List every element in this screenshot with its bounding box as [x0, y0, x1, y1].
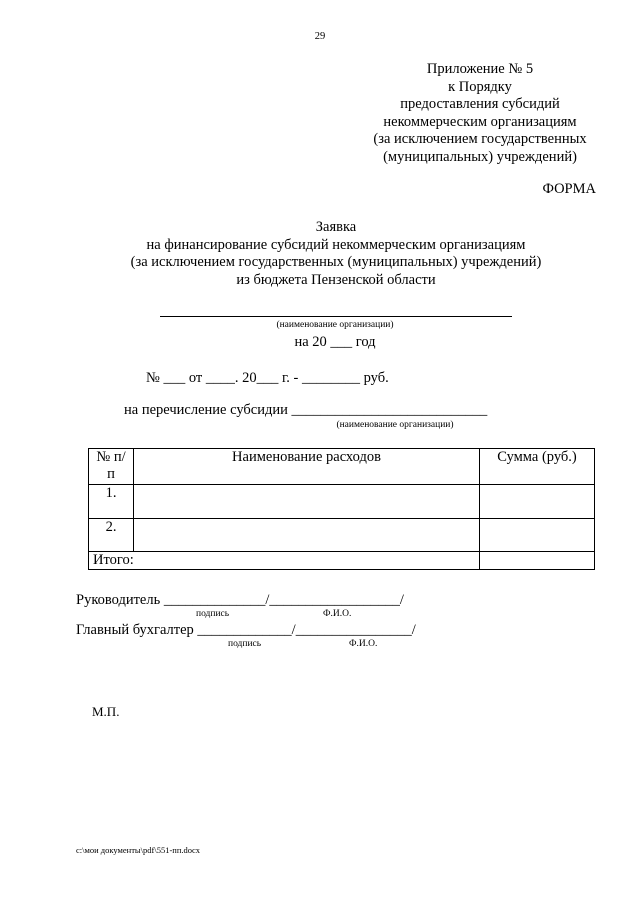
- accountant-signature-line: Главный бухгалтер _____________/________________/: [76, 622, 416, 638]
- row-sum-cell[interactable]: [480, 485, 595, 519]
- accountant-signature-caption: подпись: [228, 639, 262, 649]
- head-fio-caption: Ф.И.О.: [323, 609, 352, 619]
- row-name-cell[interactable]: [134, 519, 480, 552]
- application-number-line: № ___ от ____. 20___ г. - ________ руб.: [146, 370, 389, 386]
- page-number: 29: [314, 31, 326, 42]
- appendix-line: к Порядку: [448, 78, 512, 95]
- title-line: из бюджета Пензенской области: [236, 271, 436, 288]
- organization-name-line[interactable]: [160, 316, 512, 317]
- row-num: 1.: [89, 485, 134, 519]
- header-name: Наименование расходов: [134, 449, 480, 485]
- stamp-place: М.П.: [92, 704, 120, 719]
- document-title: [0, 219, 640, 289]
- appendix-line: (за исключением государственных: [373, 131, 587, 147]
- appendix-line: (муниципальных) учреждений): [383, 148, 577, 165]
- footer-file-path: c:\мои документы\pdf\551-пп.docx: [76, 845, 201, 855]
- appendix-line: Приложение № 5: [426, 61, 534, 77]
- head-signature-caption: подпись: [196, 609, 230, 619]
- header-sum: Сумма (руб.): [480, 449, 595, 485]
- total-label: Итого:: [89, 552, 480, 570]
- total-value-cell[interactable]: [480, 552, 595, 570]
- table-total-row: [89, 552, 595, 570]
- organization-caption: (наименование организации): [276, 320, 394, 330]
- table-header-row: [89, 449, 595, 485]
- year-line: на 20 ___ год: [294, 334, 376, 350]
- transfer-line: на перечисление субсидии ___________________________: [124, 402, 488, 418]
- row-name-cell[interactable]: [134, 485, 480, 519]
- appendix-line: предоставления субсидий: [400, 96, 560, 112]
- appendix-header: [330, 61, 630, 166]
- transfer-caption: (наименование организации): [336, 420, 454, 430]
- table-row: [89, 485, 595, 519]
- title-line: на финансирование субсидий некоммерческим организациям: [146, 236, 526, 253]
- title-line: (за исключением государственных (муниципальных) учреждений): [130, 254, 542, 270]
- row-num: 2.: [89, 519, 134, 552]
- form-label: ФОРМА: [542, 181, 596, 197]
- table-row: [89, 519, 595, 552]
- header-num: № п/п: [89, 449, 134, 485]
- row-sum-cell[interactable]: [480, 519, 595, 552]
- title-line: Заявка: [315, 219, 357, 235]
- head-signature-line: Руководитель ______________/__________________/: [76, 592, 404, 608]
- expenses-table: [88, 448, 595, 570]
- accountant-fio-caption: Ф.И.О.: [349, 639, 378, 649]
- appendix-line: некоммерческим организациям: [383, 113, 577, 130]
